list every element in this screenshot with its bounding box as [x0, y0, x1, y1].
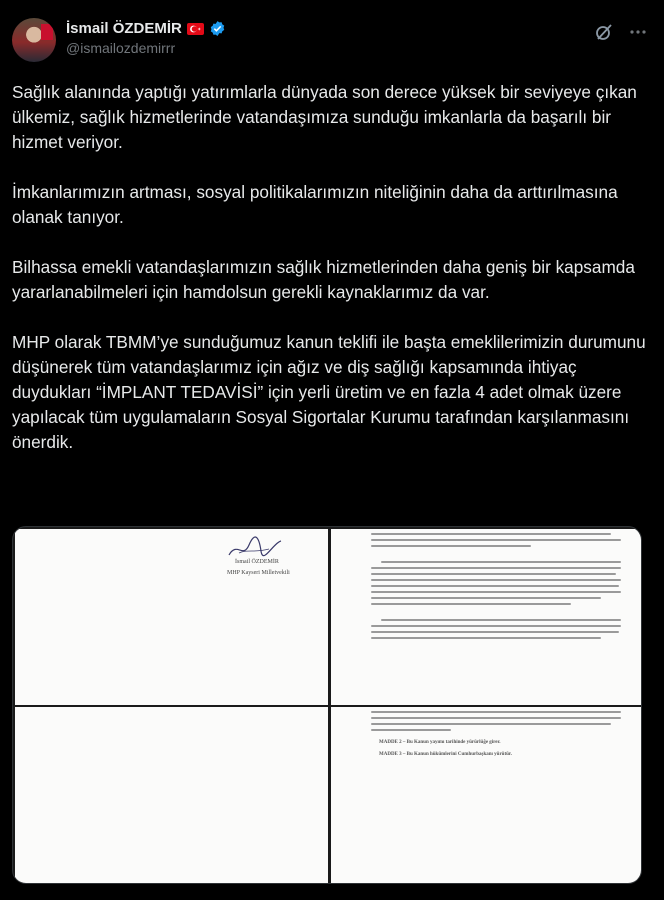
turkey-flag-icon — [187, 23, 204, 35]
document-page-4[interactable] — [331, 707, 641, 883]
display-name[interactable]: İsmail ÖZDEMİR — [66, 20, 182, 37]
document-page-1[interactable] — [15, 529, 328, 705]
signer-title: MHP Kayseri Milletvekili — [227, 570, 290, 576]
name-row — [66, 20, 226, 37]
media-grid[interactable] — [12, 526, 642, 884]
tweet-paragraph-3: Bilhassa emekli vatandaşlarımızın sağlık hizmetlerinden daha geniş bir kapsamda yararlanabilmeleri için hamdolsun gerekli kaynaklarımız da var. — [12, 257, 635, 302]
article-2: MADDE 2 – Bu Kanun yayımı tarihinde yürürlüğe girer. — [379, 740, 501, 745]
document-page-2[interactable] — [331, 529, 641, 705]
document-page-3[interactable] — [15, 707, 328, 883]
user-handle[interactable]: @ismailozdemirrr — [66, 40, 176, 56]
grok-icon[interactable] — [594, 22, 614, 42]
signer-name: İsmail ÖZDEMİR — [235, 559, 279, 565]
more-icon[interactable] — [628, 22, 648, 42]
tweet-paragraph-1: Sağlık alanında yaptığı yatırımlarla dünyada son derece yüksek bir seviyeye çıkan ülkemiz, sağlık hizmetlerinde vatandaşımıza sunduğu imkanlarla da başarılı bir hizmet veriyor. — [12, 82, 637, 152]
avatar[interactable] — [12, 18, 56, 62]
verified-badge-icon — [209, 20, 226, 37]
tweet-header — [12, 14, 652, 64]
tweet-paragraph-4: MHP olarak TBMM’ye sunduğumuz kanun teklifi ile başta emeklilerimizin durumunu düşünerek tüm vatandaşlarımız için ağız ve diş sağlığı kapsamında ihtiyaç duydukları “İMPLANT TEDAVİSİ” için yerli üretim ve en fazla 4 adet olmak üzere yapılacak tüm uygulamaların Sosyal Sigortalar Kurumu tarafından karşılanmasını önerdik. — [12, 332, 646, 452]
tweet-paragraph-2: İmkanlarımızın artması, sosyal politikalarımızın niteliğinin daha da arttırılmasına olanak tanıyor. — [12, 182, 618, 227]
tweet-text — [12, 80, 652, 455]
article-3: MADDE 3 – Bu Kanun hükümlerini Cumhurbaşkanı yürütür. — [379, 752, 512, 757]
